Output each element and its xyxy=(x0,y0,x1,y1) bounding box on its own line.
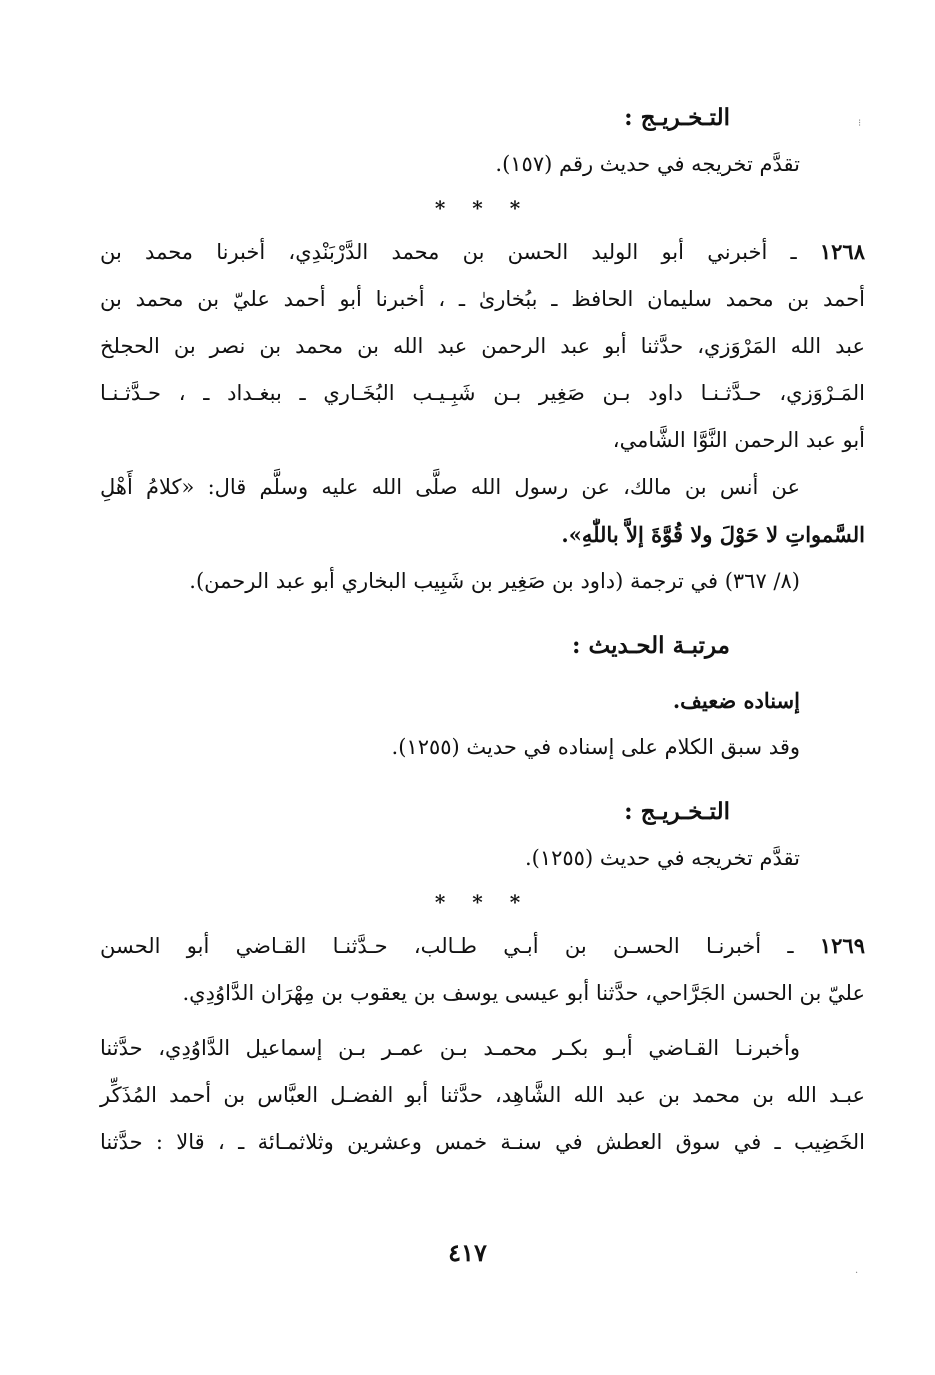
hadith-1268-line-1 xyxy=(100,228,865,276)
takhrij-text-2: تقدَّم تخريجه في حديث (١٢٥٥). xyxy=(524,846,800,870)
page-number: ٤١٧ xyxy=(448,1238,487,1267)
rank-heading: مرتبـة الحـديث : xyxy=(572,632,730,659)
hadith-1269-para-line-3: الخَضِيب ـ في سوق العطش في سنـة خمس وعشرين وثلاثمـائة ـ ، قالا : حدَّثنا xyxy=(100,1130,865,1154)
section-separator-2: * * * xyxy=(434,890,531,914)
hadith-1268-line-1-text: ـ أخبرني أبو الوليد الحسن بن محمد الدَّرْبَنْدِي، أخبرنا محمد بن xyxy=(100,240,797,264)
margin-mark: ⁝ xyxy=(858,118,862,129)
hadith-1269-line-1 xyxy=(100,922,865,970)
hadith-1269-para-line-1: وأخبرنـا القـاضي أبـو بكـر محمـد بـن عمـر بـن إسماعيل الدَّاوُدِي، حدَّثنا xyxy=(100,1036,800,1060)
hadith-1268-line-2: أحمد بن محمد سليمان الحافظ ـ ببُخارىٰ ـ ، أخبرنا أبو أحمد عليّ بن محمد بن xyxy=(100,287,865,311)
hadith-1268-source: (٨/ ٣٦٧) في ترجمة (داود بن صَغِير بن شَبِيب البخاري أبو عبد الرحمن). xyxy=(189,569,800,593)
rank-note: وقد سبق الكلام على إسناده في حديث (١٢٥٥). xyxy=(391,735,800,759)
hadith-1268-line-3: عبد الله المَرْوَزي، حدَّثنا أبو عبد الرحمن عبد الله بن محمد بن نصر بن الحجلخ xyxy=(100,334,865,358)
hadith-number-1268: ١٢٦٨ xyxy=(819,239,865,264)
takhrij-text-1: تقدَّم تخريجه في حديث رقم (١٥٧). xyxy=(495,152,800,176)
document-page xyxy=(100,95,865,1166)
takhrij-heading-1: التـخـريـج : xyxy=(624,104,730,131)
hadith-1269-para-line-2: عبـد الله بن محمد بن عبد الله الشَّاهِد، حدَّثنا أبو الفضـل العبَّاس بن أحمد المُذَكِّر xyxy=(100,1083,865,1107)
takhrij-heading-2: التـخـريـج : xyxy=(624,798,730,825)
hadith-1269-line-1-text: ـ أخبرنـا الحسـن بن أبـي طـالب، حـدَّثنـا القـاضي أبو الحسن xyxy=(100,934,794,958)
hadith-1268-line-5: أبو عبد الرحمن النَّوَّا الشَّامي، xyxy=(612,428,865,452)
hadith-number-1269: ١٢٦٩ xyxy=(819,933,865,958)
hadith-1269-line-2: عليّ بن الحسن الجَرَّاحي، حدَّثنا أبو عيسى يوسف بن يعقوب بن مِهْرَان الدَّاوُدِي. xyxy=(182,981,865,1005)
hadith-1268-line-4: المَـرْوَزي، حـدَّثـنـا داود بـن صَغِير بـن شَبِـيـب البُخَـاري ـ ببغـداد ـ ، حـدَّثـنـا xyxy=(100,381,865,405)
hadith-1268-matn: السَّمواتِ لا حَوْلَ ولا قُوَّةَ إلاَّ باللّٰهِ». xyxy=(561,522,865,547)
margin-mark-bottom: · xyxy=(855,1268,859,1279)
hadith-1268-matn-intro: عن أنس بن مالك، عن رسول الله صلَّى الله عليه وسلَّم قال: «كلامُ أَهْلِ xyxy=(100,475,800,499)
rank-verdict: إسناده ضعيف. xyxy=(672,688,800,713)
section-separator: * * * xyxy=(434,196,531,220)
